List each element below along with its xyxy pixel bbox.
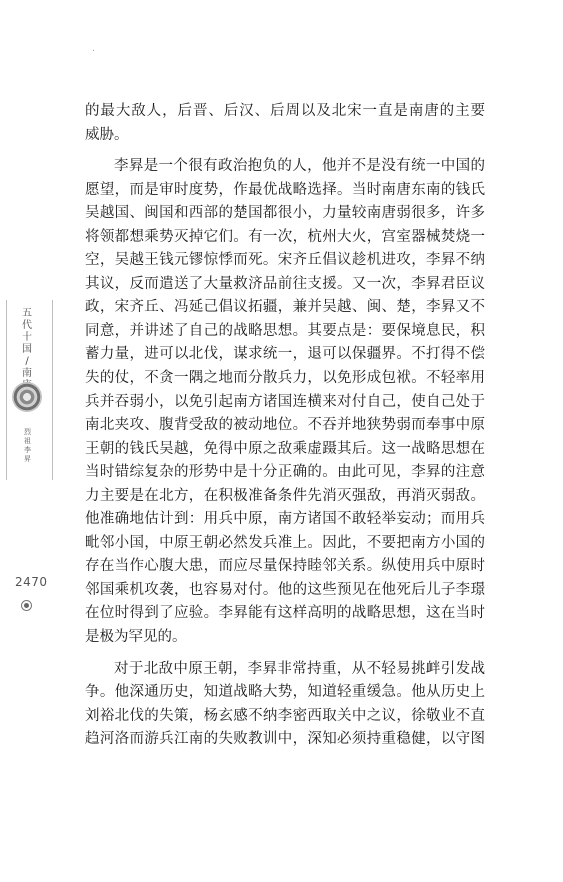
paragraph-gap xyxy=(85,650,485,658)
series-title xyxy=(20,308,34,392)
top-mark: . xyxy=(92,44,95,54)
paragraph-gap xyxy=(85,147,485,155)
page-number: 2470 xyxy=(15,575,48,589)
series-title-char: / xyxy=(25,356,29,367)
text-line: 威胁。 xyxy=(85,126,129,143)
series-title-char: 南 xyxy=(22,368,32,379)
subtitle-char: 祖 xyxy=(24,437,31,445)
chapter-subtitle xyxy=(23,428,32,464)
text-line: 吴越国、闽国和西部的楚国都很小，力量较南唐弱很多，许多 xyxy=(85,205,485,222)
body-text xyxy=(85,100,485,752)
text-line: 南北夹攻、腹背受敌的被动地位。不吞并地狭势弱而奉事中原 xyxy=(85,417,485,434)
series-title-char: 代 xyxy=(22,320,32,331)
text-line: 李昪是一个很有政治抱负的人，他并不是没有统一中国的 xyxy=(114,158,485,175)
subtitle-char: 昇 xyxy=(24,455,31,463)
text-line: 他准确地估计到：用兵中原，南方诸国不敢轻举妄动；而用兵 xyxy=(85,511,485,528)
text-line: 毗邻小国，中原王朝必然发兵准上。因此，不要把南方小国的 xyxy=(85,534,485,551)
text-line: 刘裕北伐的失策，杨玄感不纳李密西取关中之议，徐敬业不直 xyxy=(85,707,485,724)
text-line: 同意，并讲述了自己的战略思想。其要点是：要保境息民，积 xyxy=(85,322,485,339)
sidebar-rule-left xyxy=(6,300,7,480)
text-line: 的最大敌人，后晋、后汉、后周以及北宋一直是南唐的主要 xyxy=(85,103,485,119)
series-title-char: 国 xyxy=(22,344,32,355)
text-line: 蓄力量，进可以北伐，谋求统一，退可以保疆界。不打得不偿 xyxy=(85,346,485,363)
text-line: 王朝的钱氏吴越，免得中原之敌乘虚蹑其后。这一战略思想在 xyxy=(85,440,485,457)
text-line: 政，宋齐丘、冯延己倡议拓疆，兼并吴越、闽、楚，李昪又不 xyxy=(85,299,485,316)
text-line: 对于北敌中原王朝，李昪非常持重，从不轻易挑衅引发战 xyxy=(114,660,485,677)
series-title-char: 五 xyxy=(22,308,32,319)
page-marker-icon xyxy=(21,600,32,611)
text-line: 兵并吞弱小，以免引起南方诸国连横来对付自己，使自己处于 xyxy=(85,393,485,410)
text-line: 是极为罕见的。 xyxy=(85,629,187,646)
text-line: 其议，反而遣送了大量救济品前往支援。又一次，李昪君臣议 xyxy=(85,275,485,292)
text-line: 愿望，而是审时度势，作最优战略选择。当时南唐东南的钱氏 xyxy=(85,181,485,198)
sidebar-rule-right xyxy=(52,300,53,480)
text-line: 争。他深通历史，知道战略大势，知道轻重缓急。他从历史上 xyxy=(85,684,485,701)
running-sidebar xyxy=(0,300,60,500)
text-line: 力主要是在北方，在积极准备条件先消灭强敌，再消灭弱敌。 xyxy=(85,487,485,504)
text-line: 当时错综复杂的形势中是十分正确的。由此可见，李昪的注意 xyxy=(85,464,485,481)
text-line: 在位时得到了应验。李昪能有这样高明的战略思想，这在当时 xyxy=(85,605,485,622)
text-line: 存在当作心腹大患，而应尽量保持睦邻关系。纵使用兵中原时 xyxy=(85,558,485,575)
text-line: 邻国乘机攻袭，也容易对付。他的这些预见在他死后儿子李璟 xyxy=(85,581,485,598)
text-line: 趋河洛而游兵江南的失败教训中，深知必须持重稳健，以守图 xyxy=(85,731,485,748)
subtitle-char: 烈 xyxy=(24,428,31,436)
text-line: 空，吴越王钱元镠惊悸而死。宋齐丘倡议趁机进攻，李昪不纳 xyxy=(85,252,485,269)
text-line: 将领都想乘势灭掉它们。有一次，杭州大火，宫室器械焚烧一 xyxy=(85,228,485,245)
ornament-emblem-icon xyxy=(12,382,42,412)
text-line: 失的仗，不贪一隅之地而分散兵力，以免形成包袱。不轻率用 xyxy=(85,370,485,387)
series-title-char: 十 xyxy=(22,332,32,343)
subtitle-char: 李 xyxy=(24,446,31,454)
